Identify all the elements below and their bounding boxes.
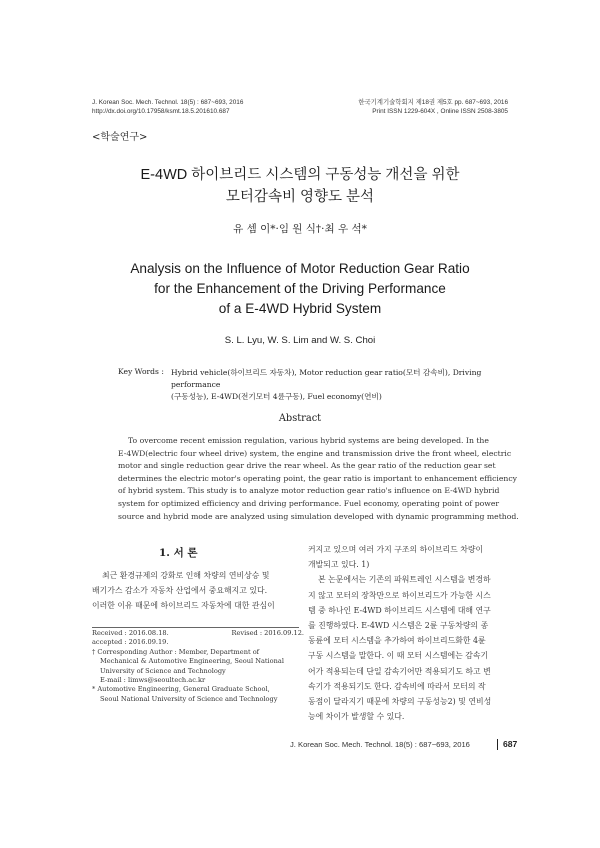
body-line: 능에 차이가 발생할 수 있다.	[308, 712, 405, 722]
doi-link[interactable]: http://dx.doi.org/10.17958/ksmt.18.5.201610.687	[92, 107, 230, 115]
keywords-line2: (구동성능), E-4WD(전기모터 4륜구동), Fuel economy(연비)	[171, 392, 382, 401]
korean-title-line1: E-4WD 하이브리드 시스템의 구동성능 개선을 위한	[140, 167, 460, 183]
keywords-label: Key Words :	[118, 367, 164, 376]
abstract-line: To overcome recent emission regulation, various hybrid systems are being developed. In the	[128, 436, 489, 445]
korean-title-line2: 모터감속비 영향도 분석	[225, 189, 375, 205]
footnote-line: University of Science and Technology	[100, 666, 226, 675]
english-title-line1: Analysis on the Influence of Motor Reduction Gear Ratio	[130, 261, 470, 276]
received-date: Received : 2016.08.18.	[92, 629, 169, 637]
english-authors: S. L. Lyu, W. S. Lim and W. S. Choi	[224, 335, 376, 346]
body-line: 커지고 있으며 여러 가지 구조의 하이브리드 차량이	[308, 545, 484, 554]
footnote-line: Seoul National University of Science and Technology	[100, 694, 278, 703]
body-line: 본 논문에서는 기존의 파워트레인 시스템을 변경하	[318, 575, 491, 585]
body-line: 개발되고 있다. 1)	[308, 560, 370, 570]
body-line: 동점이 달라지기 때문에 차량의 구동성능2) 및 연비성	[308, 697, 492, 707]
abstract-line: E-4WD(electric four wheel drive) system, the engine and transmission drive the front wheel, electric	[118, 448, 512, 458]
body-line: 구동 시스템을 말한다. 이 때 모터 시스템에는 감속기	[308, 651, 489, 661]
footnote-rule	[92, 627, 299, 628]
body-line: 이러한 이유 때문에 하이브리드 자동차에 대한 관심이	[92, 601, 275, 611]
body-line: 속기가 적용되기도 한다. 감속비에 따라서 모터의 작	[308, 681, 486, 691]
page-number: 687	[503, 739, 518, 749]
article-type-tag: <학술연구>	[92, 132, 148, 143]
footnote-line: * Automotive Engineering, General Graduate School,	[92, 685, 270, 694]
body-line: 지 않고 모터의 장착만으로 하이브리드가 가능한 시스	[308, 590, 491, 600]
abstract-heading: Abstract	[278, 413, 322, 424]
abstract-line: system for optimized efficiency and driving performance. Fuel economy, operating point of power	[118, 498, 500, 508]
footnote-line: Mechanical & Automotive Engineering, Seoul National	[100, 657, 284, 666]
footnote-affiliations	[92, 648, 304, 704]
journal-citation-line: J. Korean Soc. Mech. Technol. 18(5) : 687~693, 2016	[92, 99, 244, 106]
english-title	[0, 259, 600, 319]
footnote-line: E-mail : limws@seoultech.ac.kr	[100, 676, 206, 685]
abstract-line: source and hybrid mode are analyzed using simulation developed with dynamic programming method.	[118, 511, 519, 521]
section-heading: 1. 서 론	[159, 547, 198, 559]
right-column-text	[308, 542, 512, 724]
footer-divider	[497, 739, 498, 750]
footnote-dates	[92, 629, 304, 638]
body-line: 배기가스 감소가 자동차 산업에서 중요해지고 있다.	[92, 586, 268, 596]
abstract-line: determines the electric motor's operating point, the gear ratio is important to enhancement efficiency	[118, 473, 518, 483]
footnote-line: † Corresponding Author : Member, Department of	[92, 647, 260, 656]
abstract-line: of hybrid system. This study is to analyze motor reduction gear ratio's influence on E-4WD hybrid	[118, 486, 500, 496]
english-title-line2: for the Enhancement of the Driving Performance	[154, 281, 446, 296]
revised-date: Revised : 2016.09.12.	[231, 629, 304, 637]
korean-title	[0, 164, 600, 208]
issn-line: Print ISSN 1229-604X , Online ISSN 2508-3805	[372, 107, 508, 115]
accepted-date: accepted : 2016.09.19.	[92, 638, 169, 647]
english-title-line3: of a E-4WD Hybrid System	[218, 301, 382, 316]
journal-citation	[92, 99, 243, 116]
abstract-body	[118, 435, 519, 523]
body-line: 템 중 하나인 E-4WD 하이브리드 시스템에 대해 연구	[308, 605, 491, 615]
body-line: 동륜에 모터 시스템을 추가하여 하이브리드화한 4륜	[308, 636, 486, 646]
keywords-line1: Hybrid vehicle(하이브리드 자동차), Motor reduction gear ratio(모터 감속비), Driving performance	[171, 368, 482, 389]
body-line: 를 진행하였다. E-4WD 시스템은 2륜 구동차량의 종	[308, 621, 489, 631]
footer-citation: J. Korean Soc. Mech. Technol. 18(5) : 687~693, 2016	[290, 740, 470, 749]
keywords-text	[171, 367, 521, 403]
body-line: 어가 적용되는데 단일 감속기어만 적용되기도 하고 변	[308, 666, 491, 676]
abstract-line: motor and single reduction gear drive the rear wheel. As the gear ratio of the reduction gear set	[118, 461, 496, 471]
body-line: 최근 환경규제의 강화로 인해 차량의 연비상승 및	[102, 571, 270, 580]
journal-korean-citation: 한국기계기술학회지 제18권 제5호 pp. 687~693, 2016	[358, 99, 508, 106]
left-column-text	[92, 568, 299, 614]
korean-authors: 유 셈 이*·임 원 식†·최 우 석*	[233, 223, 367, 235]
journal-issn	[358, 99, 508, 116]
footnote	[92, 629, 304, 704]
